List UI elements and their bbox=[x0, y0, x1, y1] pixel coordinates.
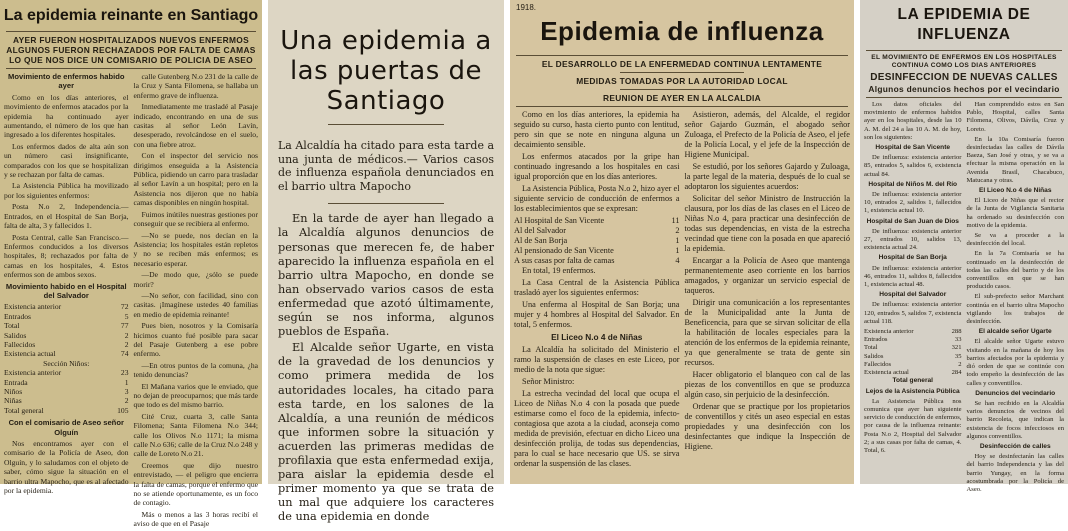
paragraph: —No señor, con facilidad, sino con casitas. ¡Imagínese ustedes 40 familias en medio de epidemia reinante! bbox=[133, 290, 258, 319]
section-title: Movimiento de enfermos habido ayer bbox=[8, 72, 125, 91]
divider bbox=[620, 89, 744, 90]
paragraph: En la 7a Comisaría se ha continuado en la desinfección de todas las calles del barrio y de los conventillos en que se han producido casos. bbox=[966, 250, 1064, 291]
subhead: REUNION DE AYER EN LA ALCALDIA bbox=[602, 93, 762, 103]
article-column-left bbox=[864, 101, 962, 496]
stat-row: Niñas 2 bbox=[4, 396, 129, 406]
paragraph: Los enfermos atacados por la gripe han continuado ingresando a los hospitales en casi igual proporción que en los días anteriores. bbox=[514, 152, 680, 181]
stat-row: Existencia anterior 72 bbox=[4, 302, 129, 312]
stat-row: Existencia anterior 288 bbox=[864, 328, 962, 336]
article-columns bbox=[860, 101, 1068, 496]
section-label: Sección Niños: bbox=[43, 358, 90, 368]
paragraph: —De modo que, ¿sólo se puede morir? bbox=[133, 270, 258, 289]
section-title: El alcalde señor Ugarte bbox=[978, 328, 1052, 336]
paragraph: De influenza: existencia anterior 27, entrados 10, salidos 13, existencia actual 24. bbox=[864, 227, 962, 252]
paragraph: Se va a proceder a la desinfección del local. bbox=[966, 232, 1064, 248]
paragraph: El sub-prefecto señor Marchant continúa en el barrio ultra Mapocho vigilando los trabajos de desinfección. bbox=[966, 293, 1064, 326]
paragraph: Inmediatamente me trasladé al Pasaje indicado, encontrando en una de sus casitas al señor León Lavín, desesperado, revolcándose en el suelo, con una fiebre atroz. bbox=[133, 102, 258, 149]
paragraph: El Mañana varios que le enviado, que no dejan de preocuparnos; que más tarde que todo es del mismo barrio. bbox=[133, 381, 258, 410]
paragraph: De influenza: existencia anterior 46, entrados 11, salidos 8, fallecidos 1, existencia actual 48. bbox=[864, 264, 962, 289]
subhead: EL DESARROLLO DE LA ENFERMEDAD CONTINUA LENTAMENTE bbox=[541, 59, 823, 69]
paragraph: Los enfermos dados de alta aún son un número casi insignificante, comparados con los que se hospitalizan y se rechazan por falta de camas. bbox=[4, 141, 129, 180]
paragraph: Los datos oficiales del movimiento de enfermos habidos ayer en los hospitales, desde las 10 A. M. del 24 a las 10 A. M. de hoy, son los siguientes: bbox=[864, 101, 962, 141]
subhead: DESINFECCION DE NUEVAS CALLES bbox=[870, 72, 1058, 83]
section-title: Hospital de San Vicente bbox=[875, 144, 951, 152]
paragraph: La Alcaldía ha solicitado del Ministerio el ramo la suspensión de clases en este Liceo, por medio de la nota que sigue: bbox=[514, 345, 680, 374]
paragraph: —No se puede, nos decían en la Asistencia; los hospitales están repletos y no se reciben más enfermos; es necesario esperar. bbox=[133, 230, 258, 268]
section-title: Con el comisario de Aseo señor Olguín bbox=[8, 418, 124, 437]
divider bbox=[620, 72, 744, 73]
clipping-headline: La epidemia reinante en Santiago bbox=[3, 7, 259, 24]
paragraph: Dirigir una comunicación a los representantes de la Municipalidad ante la Junta de Beneficencia, para que se sirvan solicitar de ella la habilitación de locales especiales para la atención de los enfermos de la epidemia reinante, ya que generalmente se trata de gente sin recursos. bbox=[684, 298, 850, 367]
stat-row: Existencia anterior 23 bbox=[4, 368, 129, 378]
paragraph: Posta Central, calle San Francisco.— Enfermos conducidos a los diversos hospitales, 8; rechazados por falta de camas en los hospitales, 4. Estos enfermos son de ambos sexos. bbox=[4, 232, 129, 280]
table-row: A sus casas por falta de camas 4 bbox=[514, 256, 680, 265]
paragraph: En la 10a Comisaría fueron desinfectadas las calles de Dávila Baeza, San José y otras, y se va a efectuar la misma operación en la Avenida Brasil, Chacabuco, Matucana y otras. bbox=[966, 135, 1064, 184]
paragraph: Más o menos a las 3 horas recibí el aviso de que en el Pasaje bbox=[133, 509, 258, 529]
clipping-headline: LA EPIDEMIA DE INFLUENZA bbox=[897, 6, 1031, 43]
stat-row: Fallecidos 2 bbox=[4, 339, 129, 349]
paragraph: Con el inspector del servicio nos dirigimos enseguida a la Asistencia Pública, pidiendo un carro para trasladar al señor Lavín a un hospital; pero en la Asistencia nos dijeron que no había camas disponibles en ningún hospital. bbox=[133, 151, 258, 208]
paragraph: En la tarde de ayer han llegado a la Alcaldía algunos denuncios de personas que merecen fe, de haber aparecido la influenza española en el barrio ultra Mapocho, en donde se han observado varios casos de esta enfermedad que azotó últimamente, según se nos informa, algunos pueblos de España. bbox=[278, 212, 494, 339]
article-column-right bbox=[134, 72, 259, 531]
stat-row: Entrados 33 bbox=[864, 336, 962, 344]
subhead: ALGUNOS FUERON RECHAZADOS POR FALTA DE CAMAS bbox=[6, 45, 256, 55]
stat-row: Entrados 5 bbox=[4, 311, 129, 321]
paragraph: calle Gutenberg N.o 231 de la calle de la Cruz y Santa Filomena, se hallaba un enfermo grave de influenza. bbox=[133, 72, 258, 100]
table-row: Al del Salvador 2 bbox=[514, 226, 680, 235]
paragraph: Cité Cruz, cuarta 3, calle Santa Filomena; Santa Filomena N.o 344; calle los Olivos N.o 1171; la misma calle N.o 636; calle de la Cruz N.o 248 y calle de Loreto N.o 21. bbox=[133, 411, 258, 459]
subhead: AYER FUERON HOSPITALIZADOS NUEVOS ENFERMOS bbox=[13, 35, 249, 45]
section-title: Total general bbox=[892, 377, 934, 385]
paragraph: La Casa Central de la Asistencia Pública trasladó ayer los siguientes enfermos: bbox=[514, 278, 680, 297]
table-row: Al Hospital de San Vicente 11 bbox=[514, 216, 680, 225]
stat-row: Niños 3 bbox=[4, 387, 129, 396]
paragraph: —En otros puntos de la comuna, ¿ha tenido denuncias? bbox=[133, 360, 258, 380]
table-row: Al de San Borja 1 bbox=[514, 236, 680, 245]
section-title: Denuncios del vecindario bbox=[975, 389, 1056, 397]
section-title: Hospital de Niños M. del Río bbox=[868, 180, 958, 188]
clipping-epidemia-puertas bbox=[268, 0, 504, 524]
section-title: Desinfección de calles bbox=[979, 442, 1051, 450]
paragraph: Como en los días anteriores, el movimiento de enfermos atacados por la epidemia ha continuado ayer aumentando, el número de los que han ingresado a los diferentes hospitales. bbox=[4, 92, 129, 140]
subhead: MEDIDAS TOMADAS POR LA AUTORIDAD LOCAL bbox=[576, 76, 788, 86]
paragraph: Pues bien, nosotros y la Comisaría hicimos cuanto fué posible para sacar del Pasaje Gutenberg a ese pobre enfermo. bbox=[133, 321, 258, 359]
paragraph: De influenza: existencia anterior 120, entrados 5, salidos 7, existencia actual 118. bbox=[864, 301, 962, 325]
paragraph: De influenza: existencia anterior 10, entrados 2, salidos 1, fallecidos 1, existencia actual 10. bbox=[864, 191, 962, 215]
stat-row: Salidos 2 bbox=[4, 330, 129, 340]
paragraph: Han comprendido estos en San Pablo, Hospital, calles Santa Filomena, Olivos, Dávila, Cruz y Loreto. bbox=[966, 101, 1064, 133]
stat-row: Existencia actual 74 bbox=[4, 349, 129, 359]
paragraph: Hoy se desinfectarán las calles del barrio Independencia y las del barrio Yungay, en la forma acostumbrada por la Policía de Aseo. bbox=[966, 453, 1064, 493]
clipping-headline: Una epidemia a las puertas de Santiago bbox=[280, 26, 492, 116]
paragraph: La Asistencia Pública ha movilizado por los siguientes enfermos: bbox=[4, 181, 129, 200]
section-title: Hospital del Salvador bbox=[879, 291, 947, 299]
subhead: EL MOVIMIENTO DE ENFERMOS EN LOS HOSPITALES CONTINUA COMO LOS DIAS ANTERIORES bbox=[871, 54, 1057, 69]
stat-row: Entrada 1 bbox=[4, 377, 129, 387]
paragraph: Encargar a la Policía de Aseo que mantenga permanentemente aseo corriente en los barrios amagados, y organizar un servicio especial de taqueros. bbox=[684, 256, 850, 295]
divider bbox=[6, 31, 256, 32]
article-column-left bbox=[4, 72, 129, 531]
article-body bbox=[268, 212, 504, 524]
section-title: Hospital de San Juan de Dios bbox=[866, 217, 959, 225]
paragraph: Nos encontramos ayer con el comisario de la Policía de Aseo, don Olguín, y lo saludamos con el objeto de saber, cómo sigue la situación en el barrio ultra Mapocho, que es al afectado por la epidemia. bbox=[4, 439, 129, 496]
paragraph: Ordenar que se practique por los propietarios de conventillos y cités un aseo especial en estas propiedades y una desinfección con los desinfectantes que indique la Inspección de Higiene. bbox=[684, 402, 850, 451]
paragraph: Hacer obligatorio el blanqueo con cal de las piezas de los conventillos en que se produzca algún caso, sin perjuicio de la desinfección. bbox=[684, 370, 850, 399]
article-column-left bbox=[514, 110, 680, 471]
paragraph: Fuimos inútiles nuestras gestiones por conseguir que se recibiera al enfermo. bbox=[133, 209, 258, 229]
article-columns bbox=[510, 110, 854, 471]
article-column-right bbox=[685, 110, 851, 471]
article-column-right bbox=[967, 101, 1065, 496]
subhead: LO QUE NOS DICE UN COMISARIO DE POLICIA DE ASEO bbox=[9, 55, 253, 65]
divider bbox=[866, 50, 1062, 51]
divider bbox=[866, 97, 1062, 98]
paragraph: En total, 19 enfermos. bbox=[522, 266, 596, 275]
article-columns bbox=[0, 72, 262, 531]
stat-row: Fallecidos 2 bbox=[864, 360, 962, 368]
clipping-epidemia-influenza bbox=[510, 0, 854, 484]
paragraph: El alcalde señor Ugarte estuvo visitando en la mañana de hoy los barrios afectados por la epidemia y dió orden de que se continúe con todo empeño la desinfección de las calles y conventillos. bbox=[966, 338, 1064, 387]
stat-row: Salidos 35 bbox=[864, 352, 962, 360]
table-row: Al pensionado de San Vicente 1 bbox=[514, 246, 680, 255]
paragraph: Se estudió, por los señores Gajardo y Zuloaga, la parte legal de la materia, después de lo cual se adoptaron los siguientes acuerdos: bbox=[684, 162, 850, 191]
paragraph: Señor Ministro: bbox=[522, 377, 575, 386]
lead-paragraph: La Alcaldía ha citado para esta tarde a una junta de médicos.— Varios casos de influenza española denunciados en el barrio ultra Mapocho bbox=[278, 139, 495, 193]
stat-row: Total general 105 bbox=[4, 405, 129, 415]
paragraph: Una enferma al Hospital de San Borja; una mujer y 4 hombres al Hospital del Salvador. En total, 5 enfermos. bbox=[514, 300, 680, 329]
section-title: El Liceo N.o 4 de Niñas bbox=[551, 332, 643, 342]
paragraph: Posta N.o 2, Independencia.— Entrados, en el Hospital de San Borja, falta de alta, 3 y fallecidos 1. bbox=[4, 202, 129, 231]
clipping-la-epidemia-de-influenza bbox=[860, 0, 1068, 493]
paragraph: Como en los días anteriores, la epidemia ha seguido su curso, hasta cierto punto con lentitud, pero sin que se note en ninguna alguna un decaimiento sensible. bbox=[514, 110, 680, 149]
paragraph: La Asistencia Pública, Posta N.o 2, hizo ayer el siguiente servicio de conducción de enfermos a los establecimientos que se expresan: bbox=[514, 184, 680, 213]
paragraph: Creemos que dijo nuestro entrevistado, — el peligro que encierra la falta de camas, porque el enfermo que no se atiende oportunamente, es un foco de contagio. bbox=[133, 460, 258, 508]
divider bbox=[328, 203, 444, 204]
section-title: El Liceo N.o 4 de Niñas bbox=[978, 187, 1052, 195]
paragraph: Solicitar del señor Ministro de Instrucción la clausura, por los días de las clases en el Liceo de Niñas N.o 4, para practicar una desinfección de todas sus dependencias, en vista de la estrecha vecindad que tiene con la posada en que apareció la epidemia. bbox=[684, 194, 850, 253]
divider bbox=[516, 55, 848, 56]
paragraph: El Alcalde señor Ugarte, en vista de la gravedad de los denuncios y como primera medida de los autoridades locales, ha citado para esta tarde, en los salones de la Alcaldía, a una reunión de médicos que informen sobre la situación y acuerden las primeras medidas de profilaxia que esta enfermedad exija, para aislar la epidemia desde el primer momento ya que se trata de un mal que adquiere los caracteres de una epidemia en donde bbox=[278, 341, 494, 524]
section-title: Hospital de San Borja bbox=[878, 254, 947, 262]
stat-row: Total 77 bbox=[4, 321, 129, 331]
divider bbox=[516, 106, 848, 107]
paragraph: El Liceo de Niñas que el rector de la Junta de Vigilancia Sanitaria ha ordenado su desinfección con motivo de la epidemia. bbox=[966, 197, 1064, 229]
year-label: 1918. bbox=[516, 3, 537, 12]
subhead: Algunos denuncios hechos por el vecindario bbox=[868, 84, 1060, 94]
paragraph: De influenza: existencia anterior 85, entrados 5, salidos 6, existencia actual 84. bbox=[864, 154, 962, 178]
stat-row: Total 321 bbox=[864, 344, 962, 352]
paragraph: La estrecha vecindad del local que ocupa el Liceo de Niñas N.o 4 con la posada que puede estimarse como el foco de la epidemia, infecto-contagiosa que azota a la ciudad, aconseja como medida de previsión, efectuar en dicho Liceo una desinfección prolija, de todas sus dependencias, para lo cual se hace necesario que US. se sirva ordenar la suspensión de las clases. bbox=[514, 389, 680, 468]
clipping-headline: Epidemia de influenza bbox=[540, 16, 824, 46]
paragraph: Se han recibido en la Alcaldía varios denuncios de vecinos del barrio Recoleta, que indican la existencia de focos infecciosos en algunos conventillos. bbox=[966, 399, 1064, 440]
section-title: Lejos de la Asistencia Pública bbox=[865, 387, 960, 395]
section-title: Movimiento habido en el Hospital del Salvador bbox=[5, 281, 127, 300]
paragraph: Asistieron, además, del Alcalde, el regidor señor Gajardo Guzmán, el abogado señor Zuloaga, el Prefecto de la Policía de Aseo, el jefe de la Policía Local, y el jefe de la Inspección de Higiene Municipal. bbox=[684, 110, 850, 159]
divider bbox=[6, 68, 256, 69]
stat-row: Existencia actual 284 bbox=[864, 369, 962, 377]
paragraph: La Asistencia Pública nos comunica que ayer han siguiente servicio de conducción de enfermos, por causa de la influenza reinante: Posta N.o 2, Hospital del Salvador 2; a sus casas por falta de camas, 4. Total, 6. bbox=[864, 397, 962, 454]
clipping-epidemia-reinante bbox=[0, 0, 262, 529]
